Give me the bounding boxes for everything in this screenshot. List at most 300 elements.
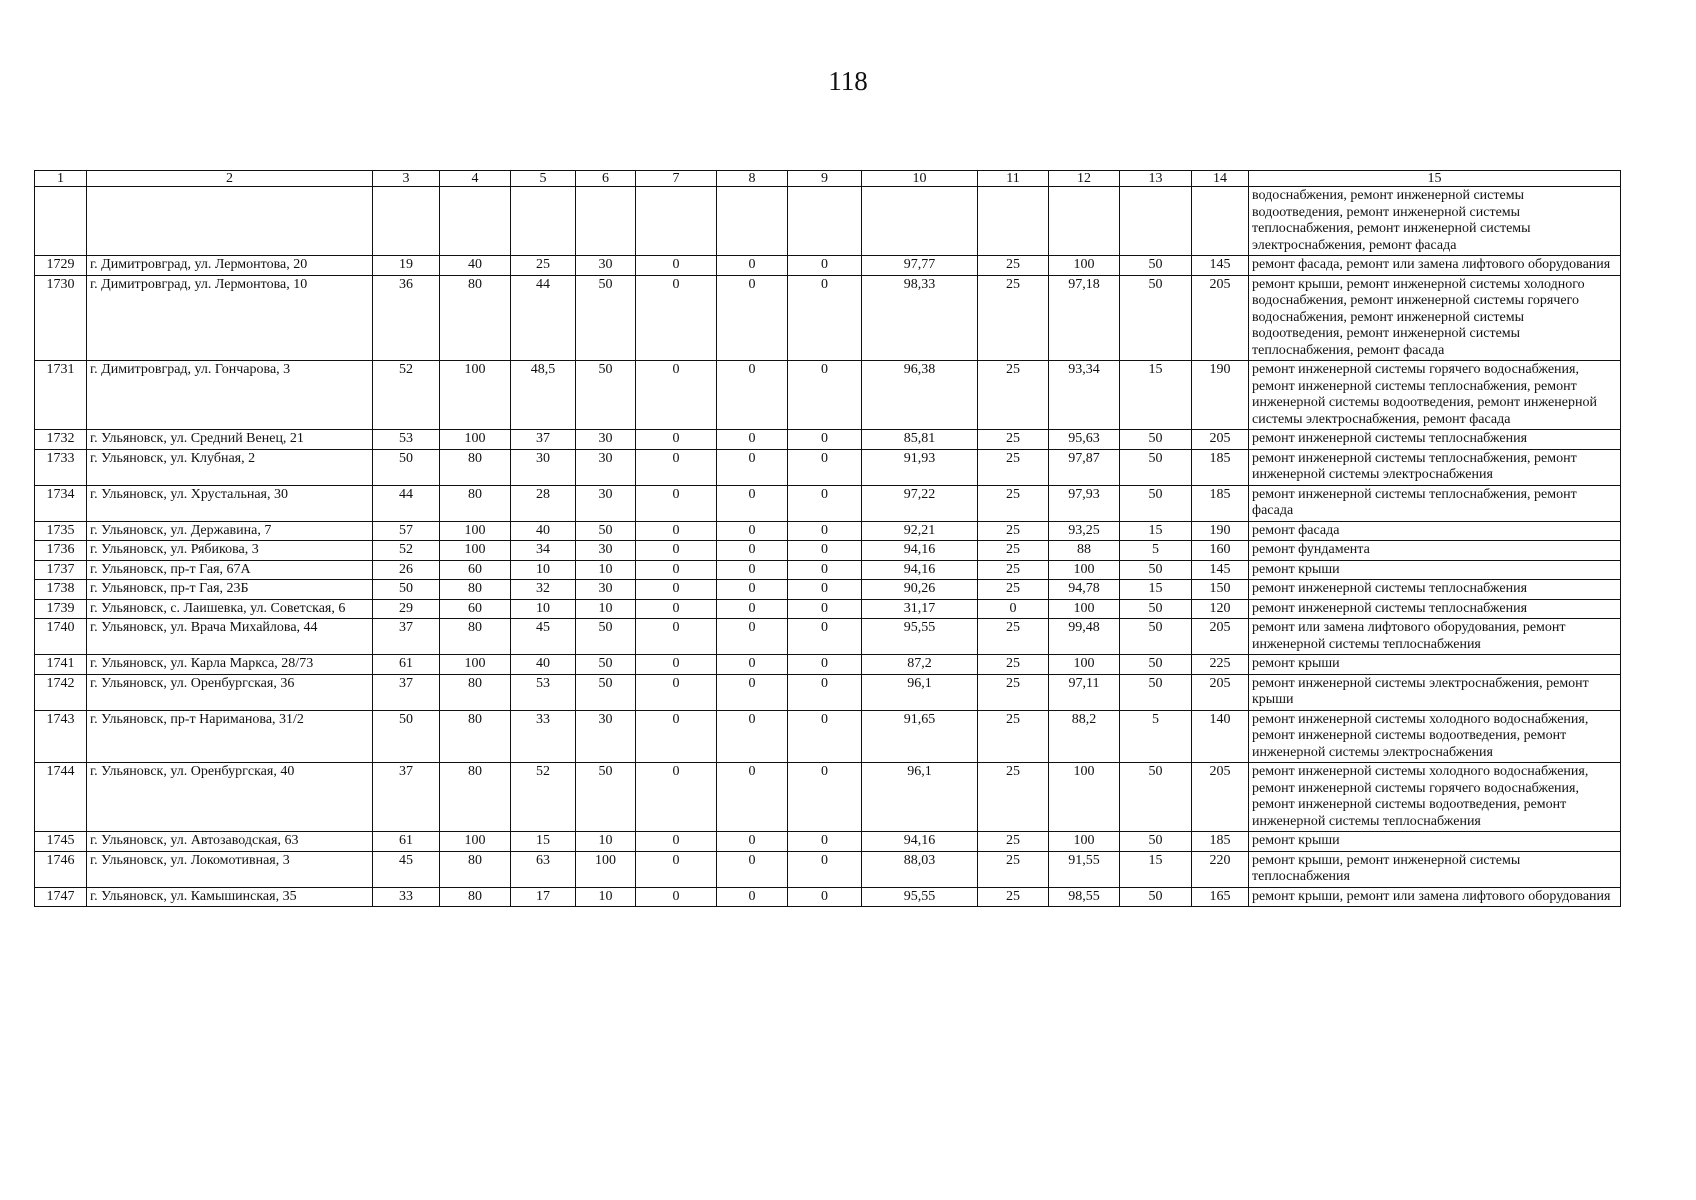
value-cell-c3: 33 bbox=[373, 887, 440, 907]
value-cell-c14: 205 bbox=[1192, 619, 1249, 655]
value-cell-c13: 15 bbox=[1120, 580, 1192, 600]
value-cell-c7: 0 bbox=[636, 674, 717, 710]
value-cell-c11: 25 bbox=[978, 887, 1049, 907]
value-cell-c13: 50 bbox=[1120, 449, 1192, 485]
value-cell-c10: 94,16 bbox=[862, 832, 978, 852]
value-cell-c11 bbox=[978, 187, 1049, 256]
works-cell: ремонт инженерной системы горячего водоснабжения, ремонт инженерной системы теплоснабжения, ремонт инженерной системы водоотведения, ремонт инженерной системы электроснабжения, ремонт фасада bbox=[1249, 361, 1621, 430]
value-cell-c7: 0 bbox=[636, 851, 717, 887]
value-cell-c13: 50 bbox=[1120, 619, 1192, 655]
value-cell-c12: 93,25 bbox=[1049, 521, 1120, 541]
value-cell-c9: 0 bbox=[788, 560, 862, 580]
value-cell-c4: 40 bbox=[440, 256, 511, 276]
value-cell-c12: 99,48 bbox=[1049, 619, 1120, 655]
value-cell-c10: 91,93 bbox=[862, 449, 978, 485]
value-cell-c13 bbox=[1120, 187, 1192, 256]
value-cell-c11: 25 bbox=[978, 361, 1049, 430]
value-cell-c11: 25 bbox=[978, 832, 1049, 852]
value-cell-c4: 80 bbox=[440, 887, 511, 907]
value-cell-c9: 0 bbox=[788, 256, 862, 276]
value-cell-c5: 40 bbox=[511, 521, 576, 541]
value-cell-c14: 205 bbox=[1192, 275, 1249, 361]
value-cell-c6: 30 bbox=[576, 449, 636, 485]
value-cell-c4: 100 bbox=[440, 430, 511, 450]
value-cell-c10: 31,17 bbox=[862, 599, 978, 619]
value-cell-c7: 0 bbox=[636, 430, 717, 450]
row-number-cell: 1731 bbox=[35, 361, 87, 430]
value-cell-c7: 0 bbox=[636, 832, 717, 852]
row-number-cell: 1734 bbox=[35, 485, 87, 521]
value-cell-c9: 0 bbox=[788, 361, 862, 430]
value-cell-c9: 0 bbox=[788, 449, 862, 485]
value-cell-c8: 0 bbox=[717, 485, 788, 521]
table-row bbox=[35, 887, 1621, 907]
works-cell: ремонт крыши, ремонт инженерной системы теплоснабжения bbox=[1249, 851, 1621, 887]
value-cell-c3: 29 bbox=[373, 599, 440, 619]
value-cell-c5: 32 bbox=[511, 580, 576, 600]
value-cell-c14: 165 bbox=[1192, 887, 1249, 907]
value-cell-c6: 50 bbox=[576, 521, 636, 541]
value-cell-c8: 0 bbox=[717, 256, 788, 276]
table-row bbox=[35, 449, 1621, 485]
value-cell-c6: 30 bbox=[576, 580, 636, 600]
address-cell bbox=[87, 187, 373, 256]
value-cell-c9: 0 bbox=[788, 619, 862, 655]
column-header: 13 bbox=[1120, 171, 1192, 187]
value-cell-c11: 25 bbox=[978, 256, 1049, 276]
value-cell-c11: 25 bbox=[978, 710, 1049, 763]
value-cell-c5: 34 bbox=[511, 541, 576, 561]
table-row bbox=[35, 710, 1621, 763]
row-number-cell: 1733 bbox=[35, 449, 87, 485]
row-number-cell bbox=[35, 187, 87, 256]
value-cell-c8: 0 bbox=[717, 763, 788, 832]
works-cell: ремонт инженерной системы теплоснабжения, ремонт фасада bbox=[1249, 485, 1621, 521]
value-cell-c10: 91,65 bbox=[862, 710, 978, 763]
table-row bbox=[35, 485, 1621, 521]
works-cell: ремонт крыши, ремонт или замена лифтового оборудования bbox=[1249, 887, 1621, 907]
value-cell-c6: 50 bbox=[576, 619, 636, 655]
value-cell-c8: 0 bbox=[717, 674, 788, 710]
value-cell-c10: 96,1 bbox=[862, 674, 978, 710]
table-row bbox=[35, 674, 1621, 710]
value-cell-c11: 25 bbox=[978, 560, 1049, 580]
value-cell-c7 bbox=[636, 187, 717, 256]
works-cell: водоснабжения, ремонт инженерной системы водоотведения, ремонт инженерной системы теплоснабжения, ремонт инженерной системы электроснабжения, ремонт фасада bbox=[1249, 187, 1621, 256]
value-cell-c14: 150 bbox=[1192, 580, 1249, 600]
value-cell-c9: 0 bbox=[788, 521, 862, 541]
value-cell-c9: 0 bbox=[788, 832, 862, 852]
value-cell-c13: 50 bbox=[1120, 430, 1192, 450]
value-cell-c10: 90,26 bbox=[862, 580, 978, 600]
value-cell-c5: 40 bbox=[511, 655, 576, 675]
value-cell-c3: 44 bbox=[373, 485, 440, 521]
value-cell-c7: 0 bbox=[636, 655, 717, 675]
value-cell-c6: 30 bbox=[576, 710, 636, 763]
value-cell-c10: 98,33 bbox=[862, 275, 978, 361]
table-row bbox=[35, 521, 1621, 541]
works-cell: ремонт крыши bbox=[1249, 832, 1621, 852]
table-row bbox=[35, 599, 1621, 619]
table-row bbox=[35, 275, 1621, 361]
row-number-cell: 1730 bbox=[35, 275, 87, 361]
column-header: 11 bbox=[978, 171, 1049, 187]
value-cell-c8: 0 bbox=[717, 580, 788, 600]
value-cell-c12: 88,2 bbox=[1049, 710, 1120, 763]
table-row bbox=[35, 560, 1621, 580]
value-cell-c3 bbox=[373, 187, 440, 256]
value-cell-c13: 50 bbox=[1120, 887, 1192, 907]
value-cell-c7: 0 bbox=[636, 256, 717, 276]
value-cell-c3: 50 bbox=[373, 710, 440, 763]
value-cell-c9: 0 bbox=[788, 710, 862, 763]
works-cell: ремонт крыши, ремонт инженерной системы холодного водоснабжения, ремонт инженерной системы горячего водоснабжения, ремонт инженерной системы водоотведения, ремонт инженерной системы теплоснабжения, ремонт фасада bbox=[1249, 275, 1621, 361]
address-cell: г. Димитровград, ул. Лермонтова, 20 bbox=[87, 256, 373, 276]
value-cell-c4: 60 bbox=[440, 560, 511, 580]
row-number-cell: 1737 bbox=[35, 560, 87, 580]
value-cell-c5: 45 bbox=[511, 619, 576, 655]
value-cell-c10: 97,22 bbox=[862, 485, 978, 521]
value-cell-c14: 140 bbox=[1192, 710, 1249, 763]
value-cell-c4: 80 bbox=[440, 674, 511, 710]
value-cell-c10: 94,16 bbox=[862, 560, 978, 580]
value-cell-c7: 0 bbox=[636, 361, 717, 430]
value-cell-c9: 0 bbox=[788, 580, 862, 600]
value-cell-c13: 50 bbox=[1120, 763, 1192, 832]
table-row bbox=[35, 580, 1621, 600]
value-cell-c3: 61 bbox=[373, 655, 440, 675]
row-number-cell: 1742 bbox=[35, 674, 87, 710]
value-cell-c7: 0 bbox=[636, 887, 717, 907]
value-cell-c7: 0 bbox=[636, 449, 717, 485]
value-cell-c5: 48,5 bbox=[511, 361, 576, 430]
value-cell-c10: 87,2 bbox=[862, 655, 978, 675]
column-header: 5 bbox=[511, 171, 576, 187]
value-cell-c13: 5 bbox=[1120, 541, 1192, 561]
value-cell-c10: 96,38 bbox=[862, 361, 978, 430]
value-cell-c12: 100 bbox=[1049, 655, 1120, 675]
value-cell-c6 bbox=[576, 187, 636, 256]
value-cell-c10: 95,55 bbox=[862, 887, 978, 907]
works-cell: ремонт фундамента bbox=[1249, 541, 1621, 561]
row-number-cell: 1745 bbox=[35, 832, 87, 852]
value-cell-c14: 160 bbox=[1192, 541, 1249, 561]
value-cell-c3: 53 bbox=[373, 430, 440, 450]
value-cell-c9: 0 bbox=[788, 655, 862, 675]
value-cell-c8: 0 bbox=[717, 619, 788, 655]
value-cell-c11: 25 bbox=[978, 580, 1049, 600]
value-cell-c10: 85,81 bbox=[862, 430, 978, 450]
value-cell-c10: 97,77 bbox=[862, 256, 978, 276]
value-cell-c12: 100 bbox=[1049, 599, 1120, 619]
value-cell-c6: 10 bbox=[576, 887, 636, 907]
row-number-cell: 1741 bbox=[35, 655, 87, 675]
value-cell-c5 bbox=[511, 187, 576, 256]
value-cell-c14: 205 bbox=[1192, 763, 1249, 832]
value-cell-c9: 0 bbox=[788, 275, 862, 361]
column-header: 12 bbox=[1049, 171, 1120, 187]
value-cell-c10: 94,16 bbox=[862, 541, 978, 561]
value-cell-c6: 100 bbox=[576, 851, 636, 887]
value-cell-c3: 36 bbox=[373, 275, 440, 361]
value-cell-c9: 0 bbox=[788, 599, 862, 619]
value-cell-c5: 53 bbox=[511, 674, 576, 710]
value-cell-c3: 61 bbox=[373, 832, 440, 852]
value-cell-c3: 57 bbox=[373, 521, 440, 541]
table-row bbox=[35, 832, 1621, 852]
address-cell: г. Ульяновск, ул. Клубная, 2 bbox=[87, 449, 373, 485]
column-header: 3 bbox=[373, 171, 440, 187]
value-cell-c5: 28 bbox=[511, 485, 576, 521]
address-cell: г. Ульяновск, ул. Врача Михайлова, 44 bbox=[87, 619, 373, 655]
value-cell-c10 bbox=[862, 187, 978, 256]
value-cell-c4: 100 bbox=[440, 541, 511, 561]
address-cell: г. Ульяновск, пр-т Нариманова, 31/2 bbox=[87, 710, 373, 763]
works-cell: ремонт или замена лифтового оборудования, ремонт инженерной системы теплоснабжения bbox=[1249, 619, 1621, 655]
value-cell-c13: 50 bbox=[1120, 655, 1192, 675]
column-header: 10 bbox=[862, 171, 978, 187]
address-cell: г. Ульяновск, ул. Карла Маркса, 28/73 bbox=[87, 655, 373, 675]
value-cell-c7: 0 bbox=[636, 580, 717, 600]
value-cell-c13: 15 bbox=[1120, 521, 1192, 541]
row-number-cell: 1739 bbox=[35, 599, 87, 619]
value-cell-c7: 0 bbox=[636, 521, 717, 541]
address-cell: г. Ульяновск, ул. Оренбургская, 36 bbox=[87, 674, 373, 710]
value-cell-c6: 10 bbox=[576, 560, 636, 580]
address-cell: г. Ульяновск, ул. Хрустальная, 30 bbox=[87, 485, 373, 521]
table-row bbox=[35, 619, 1621, 655]
value-cell-c9: 0 bbox=[788, 541, 862, 561]
value-cell-c12: 98,55 bbox=[1049, 887, 1120, 907]
table-row bbox=[35, 763, 1621, 832]
value-cell-c9: 0 bbox=[788, 887, 862, 907]
value-cell-c14: 190 bbox=[1192, 361, 1249, 430]
value-cell-c9 bbox=[788, 187, 862, 256]
value-cell-c11: 25 bbox=[978, 655, 1049, 675]
value-cell-c4: 100 bbox=[440, 521, 511, 541]
row-number-cell: 1732 bbox=[35, 430, 87, 450]
value-cell-c10: 95,55 bbox=[862, 619, 978, 655]
value-cell-c8: 0 bbox=[717, 521, 788, 541]
value-cell-c7: 0 bbox=[636, 275, 717, 361]
row-number-cell: 1746 bbox=[35, 851, 87, 887]
value-cell-c6: 50 bbox=[576, 275, 636, 361]
value-cell-c11: 25 bbox=[978, 851, 1049, 887]
table-row bbox=[35, 361, 1621, 430]
works-cell: ремонт инженерной системы теплоснабжения, ремонт инженерной системы электроснабжения bbox=[1249, 449, 1621, 485]
value-cell-c8: 0 bbox=[717, 655, 788, 675]
column-header: 14 bbox=[1192, 171, 1249, 187]
value-cell-c8: 0 bbox=[717, 832, 788, 852]
value-cell-c8 bbox=[717, 187, 788, 256]
value-cell-c5: 52 bbox=[511, 763, 576, 832]
value-cell-c4: 80 bbox=[440, 449, 511, 485]
value-cell-c14: 220 bbox=[1192, 851, 1249, 887]
value-cell-c8: 0 bbox=[717, 851, 788, 887]
value-cell-c3: 37 bbox=[373, 619, 440, 655]
value-cell-c12: 100 bbox=[1049, 560, 1120, 580]
column-header: 7 bbox=[636, 171, 717, 187]
column-header: 8 bbox=[717, 171, 788, 187]
row-number-cell: 1729 bbox=[35, 256, 87, 276]
value-cell-c12: 97,18 bbox=[1049, 275, 1120, 361]
value-cell-c11: 25 bbox=[978, 275, 1049, 361]
value-cell-c13: 50 bbox=[1120, 674, 1192, 710]
column-header: 4 bbox=[440, 171, 511, 187]
table-row bbox=[35, 851, 1621, 887]
works-cell: ремонт инженерной системы теплоснабжения bbox=[1249, 430, 1621, 450]
value-cell-c11: 0 bbox=[978, 599, 1049, 619]
table-row bbox=[35, 541, 1621, 561]
value-cell-c9: 0 bbox=[788, 763, 862, 832]
header-row bbox=[35, 171, 1621, 187]
value-cell-c11: 25 bbox=[978, 674, 1049, 710]
row-number-cell: 1736 bbox=[35, 541, 87, 561]
works-cell: ремонт инженерной системы теплоснабжения bbox=[1249, 599, 1621, 619]
address-cell: г. Ульяновск, с. Лаишевка, ул. Советская, 6 bbox=[87, 599, 373, 619]
value-cell-c11: 25 bbox=[978, 485, 1049, 521]
value-cell-c5: 37 bbox=[511, 430, 576, 450]
value-cell-c8: 0 bbox=[717, 449, 788, 485]
value-cell-c14: 145 bbox=[1192, 560, 1249, 580]
address-cell: г. Димитровград, ул. Лермонтова, 10 bbox=[87, 275, 373, 361]
value-cell-c8: 0 bbox=[717, 430, 788, 450]
value-cell-c12: 93,34 bbox=[1049, 361, 1120, 430]
value-cell-c3: 52 bbox=[373, 361, 440, 430]
value-cell-c8: 0 bbox=[717, 599, 788, 619]
value-cell-c8: 0 bbox=[717, 560, 788, 580]
value-cell-c5: 33 bbox=[511, 710, 576, 763]
value-cell-c12: 100 bbox=[1049, 763, 1120, 832]
value-cell-c5: 25 bbox=[511, 256, 576, 276]
value-cell-c3: 50 bbox=[373, 580, 440, 600]
value-cell-c4: 80 bbox=[440, 275, 511, 361]
works-cell: ремонт крыши bbox=[1249, 560, 1621, 580]
value-cell-c3: 50 bbox=[373, 449, 440, 485]
repair-program-table bbox=[34, 170, 1621, 907]
value-cell-c12: 100 bbox=[1049, 256, 1120, 276]
row-number-cell: 1747 bbox=[35, 887, 87, 907]
value-cell-c7: 0 bbox=[636, 541, 717, 561]
column-header: 2 bbox=[87, 171, 373, 187]
value-cell-c13: 50 bbox=[1120, 485, 1192, 521]
value-cell-c10: 92,21 bbox=[862, 521, 978, 541]
value-cell-c3: 45 bbox=[373, 851, 440, 887]
value-cell-c6: 50 bbox=[576, 763, 636, 832]
works-cell: ремонт инженерной системы электроснабжения, ремонт крыши bbox=[1249, 674, 1621, 710]
address-cell: г. Ульяновск, ул. Автозаводская, 63 bbox=[87, 832, 373, 852]
table-row bbox=[35, 655, 1621, 675]
value-cell-c14: 145 bbox=[1192, 256, 1249, 276]
value-cell-c5: 10 bbox=[511, 560, 576, 580]
table-header bbox=[35, 171, 1621, 187]
value-cell-c3: 26 bbox=[373, 560, 440, 580]
value-cell-c6: 50 bbox=[576, 674, 636, 710]
value-cell-c4: 80 bbox=[440, 580, 511, 600]
value-cell-c7: 0 bbox=[636, 560, 717, 580]
address-cell: г. Ульяновск, ул. Средний Венец, 21 bbox=[87, 430, 373, 450]
value-cell-c8: 0 bbox=[717, 887, 788, 907]
value-cell-c11: 25 bbox=[978, 521, 1049, 541]
column-header: 9 bbox=[788, 171, 862, 187]
value-cell-c9: 0 bbox=[788, 674, 862, 710]
value-cell-c3: 37 bbox=[373, 763, 440, 832]
value-cell-c13: 50 bbox=[1120, 560, 1192, 580]
value-cell-c4: 80 bbox=[440, 710, 511, 763]
row-number-cell: 1744 bbox=[35, 763, 87, 832]
value-cell-c14: 205 bbox=[1192, 674, 1249, 710]
value-cell-c12 bbox=[1049, 187, 1120, 256]
value-cell-c12: 97,93 bbox=[1049, 485, 1120, 521]
value-cell-c11: 25 bbox=[978, 430, 1049, 450]
value-cell-c12: 97,87 bbox=[1049, 449, 1120, 485]
value-cell-c8: 0 bbox=[717, 710, 788, 763]
row-number-cell: 1738 bbox=[35, 580, 87, 600]
value-cell-c5: 10 bbox=[511, 599, 576, 619]
value-cell-c4: 100 bbox=[440, 655, 511, 675]
value-cell-c12: 91,55 bbox=[1049, 851, 1120, 887]
address-cell: г. Ульяновск, пр-т Гая, 23Б bbox=[87, 580, 373, 600]
value-cell-c9: 0 bbox=[788, 430, 862, 450]
table-row bbox=[35, 256, 1621, 276]
value-cell-c14: 205 bbox=[1192, 430, 1249, 450]
value-cell-c13: 5 bbox=[1120, 710, 1192, 763]
value-cell-c13: 50 bbox=[1120, 832, 1192, 852]
value-cell-c9: 0 bbox=[788, 851, 862, 887]
value-cell-c4: 60 bbox=[440, 599, 511, 619]
address-cell: г. Димитровград, ул. Гончарова, 3 bbox=[87, 361, 373, 430]
works-cell: ремонт фасада bbox=[1249, 521, 1621, 541]
address-cell: г. Ульяновск, пр-т Гая, 67А bbox=[87, 560, 373, 580]
value-cell-c6: 10 bbox=[576, 832, 636, 852]
row-number-cell: 1740 bbox=[35, 619, 87, 655]
value-cell-c12: 88 bbox=[1049, 541, 1120, 561]
page-number: 118 bbox=[828, 66, 868, 96]
row-number-cell: 1735 bbox=[35, 521, 87, 541]
column-header: 15 bbox=[1249, 171, 1621, 187]
value-cell-c14: 185 bbox=[1192, 485, 1249, 521]
value-cell-c6: 30 bbox=[576, 430, 636, 450]
value-cell-c7: 0 bbox=[636, 710, 717, 763]
table-body bbox=[35, 187, 1621, 907]
value-cell-c5: 44 bbox=[511, 275, 576, 361]
works-cell: ремонт инженерной системы теплоснабжения bbox=[1249, 580, 1621, 600]
value-cell-c13: 15 bbox=[1120, 851, 1192, 887]
value-cell-c11: 25 bbox=[978, 763, 1049, 832]
value-cell-c7: 0 bbox=[636, 599, 717, 619]
value-cell-c11: 25 bbox=[978, 619, 1049, 655]
value-cell-c5: 30 bbox=[511, 449, 576, 485]
column-header: 1 bbox=[35, 171, 87, 187]
value-cell-c13: 50 bbox=[1120, 256, 1192, 276]
value-cell-c11: 25 bbox=[978, 541, 1049, 561]
value-cell-c6: 10 bbox=[576, 599, 636, 619]
value-cell-c4 bbox=[440, 187, 511, 256]
value-cell-c4: 80 bbox=[440, 485, 511, 521]
value-cell-c4: 80 bbox=[440, 619, 511, 655]
table-row bbox=[35, 430, 1621, 450]
value-cell-c11: 25 bbox=[978, 449, 1049, 485]
value-cell-c3: 37 bbox=[373, 674, 440, 710]
value-cell-c4: 80 bbox=[440, 763, 511, 832]
value-cell-c12: 94,78 bbox=[1049, 580, 1120, 600]
value-cell-c14: 225 bbox=[1192, 655, 1249, 675]
works-cell: ремонт фасада, ремонт или замена лифтового оборудования bbox=[1249, 256, 1621, 276]
value-cell-c8: 0 bbox=[717, 541, 788, 561]
value-cell-c7: 0 bbox=[636, 619, 717, 655]
value-cell-c14: 185 bbox=[1192, 832, 1249, 852]
value-cell-c4: 80 bbox=[440, 851, 511, 887]
